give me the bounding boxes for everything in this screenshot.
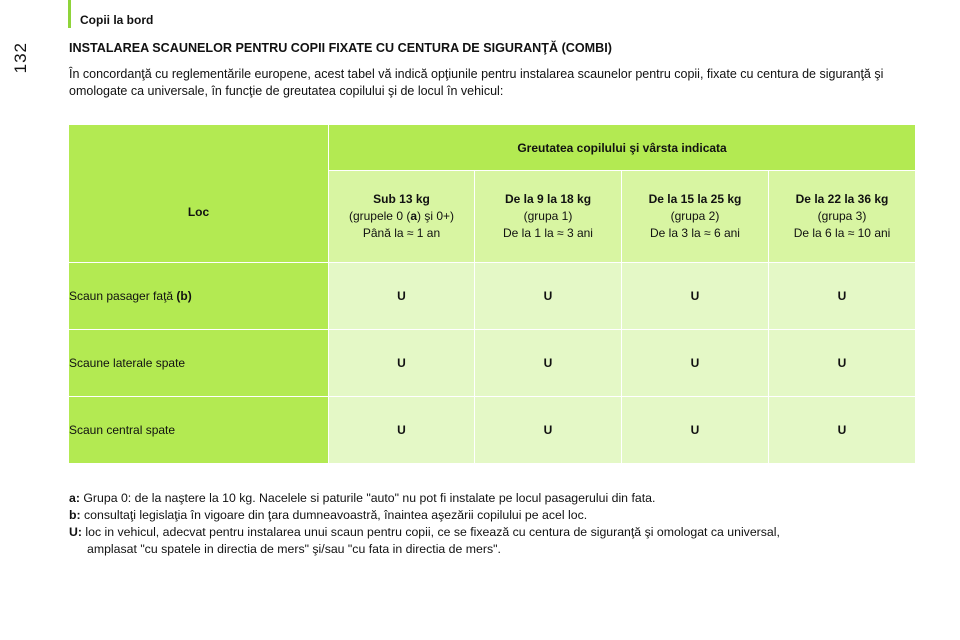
table-cell: U [475,263,622,330]
loc-header [69,125,329,263]
page-number: 132 [11,42,30,74]
group-age: Până la ≈ 1 an [362,226,441,240]
table-cell: U [622,397,769,464]
footnote-key: b: [69,508,81,522]
loc-header-label: Loc [187,204,210,219]
footnote-text: loc in vehicul, adecvat pentru instalarea unui scaun pentru copii, ce se fixează cu centura de siguranţă şi omologat ca universal, [85,525,780,539]
group-header [622,171,769,263]
table-cell: U [769,263,916,330]
footnote [69,490,929,507]
table-cell: U [329,263,475,330]
table-cell: U [769,330,916,397]
footnotes [69,490,929,558]
footnote-continuation: amplasat "cu spatele in directia de mers" şi/sau "cu fata in directia de mers". [87,542,501,556]
table-row [69,397,916,464]
table-cell: U [475,330,622,397]
row-label-note: (b) [176,289,192,303]
group-age: De la 6 la ≈ 10 ani [793,226,891,240]
footnote [69,524,929,541]
group-name: (grupa 1) [523,209,573,223]
page-title: INSTALAREA SCAUNELOR PENTRU COPII FIXATE CU CENTURA DE SIGURANŢĂ (COMBI) [69,41,612,55]
row-label: Scaun pasager faţă (b) [69,263,329,330]
row-label: Scaun central spate [69,397,329,464]
table-cell: U [622,330,769,397]
table-cell: U [329,330,475,397]
table-cell: U [329,397,475,464]
table-row [69,330,916,397]
row-label: Scaune laterale spate [69,330,329,397]
group-weight: De la 15 la 25 kg [648,192,742,206]
group-age: De la 1 la ≈ 3 ani [503,226,593,240]
group-name: (grupele 0 (a) şi 0+) [348,209,455,223]
group-weight: De la 9 la 18 kg [504,192,592,206]
table-cell: U [622,263,769,330]
child-seat-table [68,124,916,464]
intro-paragraph: În concordanţă cu reglementările europene, acest tabel vă indică opţiunile pentru instalarea scaunelor pentru copii, fixate cu centura de siguranţă şi omologate ca universale, în funcţie de greutatea copilului şi de locul în vehicul: [69,67,884,98]
group-weight: De la 22 la 36 kg [795,192,889,206]
footnote-text: consultaţi legislaţia în vigoare din ţara dumneavoastră, înaintea aşezării copilului pe acel loc. [84,508,588,522]
weight-header: Greutatea copilului şi vârsta indicata [329,125,916,171]
group-header [475,171,622,263]
footnote [69,507,929,524]
group-header [329,171,475,263]
group-weight: Sub 13 kg [373,192,430,206]
footnote-text: Grupa 0: de la naştere la 10 kg. Nacelele si paturile "auto" nu pot fi instalate pe locul pasagerului din fata. [83,491,656,505]
section-header: Copii la bord [80,13,154,27]
section-accent-bar [68,0,71,28]
group-name: (grupa 3) [817,209,867,223]
table-row [69,263,916,330]
group-age: De la 3 la ≈ 6 ani [650,226,740,240]
table-cell: U [769,397,916,464]
group-name: (grupa 2) [670,209,720,223]
footnote-key: U: [69,525,82,539]
footnote-key: a: [69,491,80,505]
group-header [769,171,916,263]
table-cell: U [475,397,622,464]
